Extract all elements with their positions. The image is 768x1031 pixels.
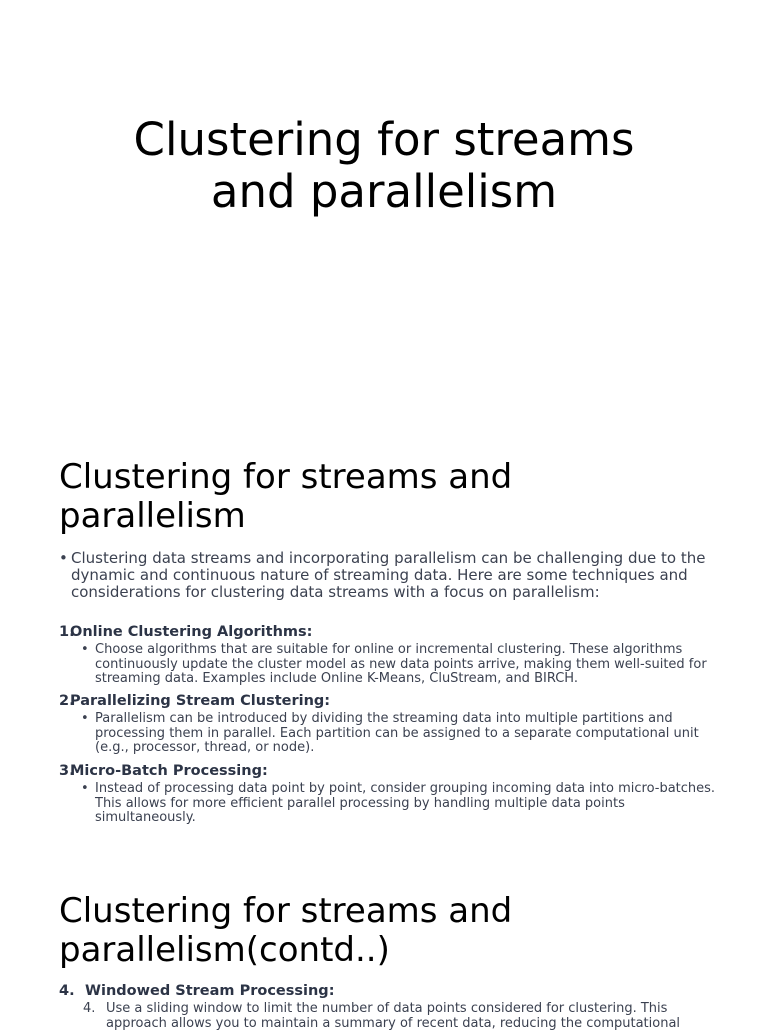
bullet-icon: • xyxy=(81,642,89,657)
section-label: Windowed Stream Processing: xyxy=(85,983,335,999)
section-text: Parallelism can be introduced by dividing the streaming data into multiple partitions and processing them in parallel. Each partition can be assigned to a separate computational unit (e.g., processor, thread, or node). xyxy=(95,711,699,756)
section-heading xyxy=(59,983,719,1000)
bullet-icon: • xyxy=(81,781,89,796)
section-heading xyxy=(59,624,719,641)
slide2-heading-line-1: Clustering for streams and xyxy=(59,891,513,931)
section-label: Online Clustering Algorithms: xyxy=(70,624,313,640)
section-number: 4. xyxy=(59,983,75,999)
title-line-1: Clustering for streams xyxy=(133,113,635,166)
section-micro-batch xyxy=(59,763,719,826)
bullet-icon: • xyxy=(59,549,68,567)
section-bullet xyxy=(59,643,719,687)
list-number: 4. xyxy=(83,1001,96,1016)
section-bullet xyxy=(59,712,719,756)
slide1-heading xyxy=(59,458,719,536)
title-slide-title xyxy=(0,114,768,218)
slide2-heading xyxy=(59,892,719,970)
slide2-heading-line-2: parallelism(contd..) xyxy=(59,930,390,970)
section-number: 3. xyxy=(59,763,75,779)
section-text: Use a sliding window to limit the number of data points considered for clustering. This approach allows you to maintain a summary of recent data, reducing the computational xyxy=(106,1001,681,1031)
slide1-heading-line-2: parallelism xyxy=(59,496,246,536)
section-number: 1. xyxy=(59,624,75,640)
section-heading xyxy=(59,693,719,710)
section-heading xyxy=(59,763,719,780)
section-number: 2. xyxy=(59,693,75,709)
slide1-heading-line-1: Clustering for streams and xyxy=(59,457,513,497)
section-label: Parallelizing Stream Clustering: xyxy=(70,693,331,709)
section-text: Choose algorithms that are suitable for online or incremental clustering. These algorithms continuously update the cluster model as new data points arrive, making them well-suited for streaming data. Examples include Online K-Means, CluStream, and BIRCH. xyxy=(95,642,707,687)
bullet-icon: • xyxy=(81,711,89,726)
section-text: Instead of processing data point by point, consider grouping incoming data into micro-batches. This allows for more efficient parallel processing by handling multiple data points simultaneously. xyxy=(95,781,716,826)
section-online-clustering xyxy=(59,624,719,687)
section-label: Micro-Batch Processing: xyxy=(70,763,268,779)
section-bullet xyxy=(59,782,719,826)
section-bullet xyxy=(59,1002,719,1031)
slide1-intro-bullet xyxy=(59,550,714,601)
title-line-2: and parallelism xyxy=(210,165,558,218)
section-parallelizing xyxy=(59,693,719,756)
intro-text: Clustering data streams and incorporating parallelism can be challenging due to the dynamic and continuous nature of streaming data. Here are some techniques and considerations for clustering data streams with a focus on parallelism: xyxy=(71,549,706,601)
